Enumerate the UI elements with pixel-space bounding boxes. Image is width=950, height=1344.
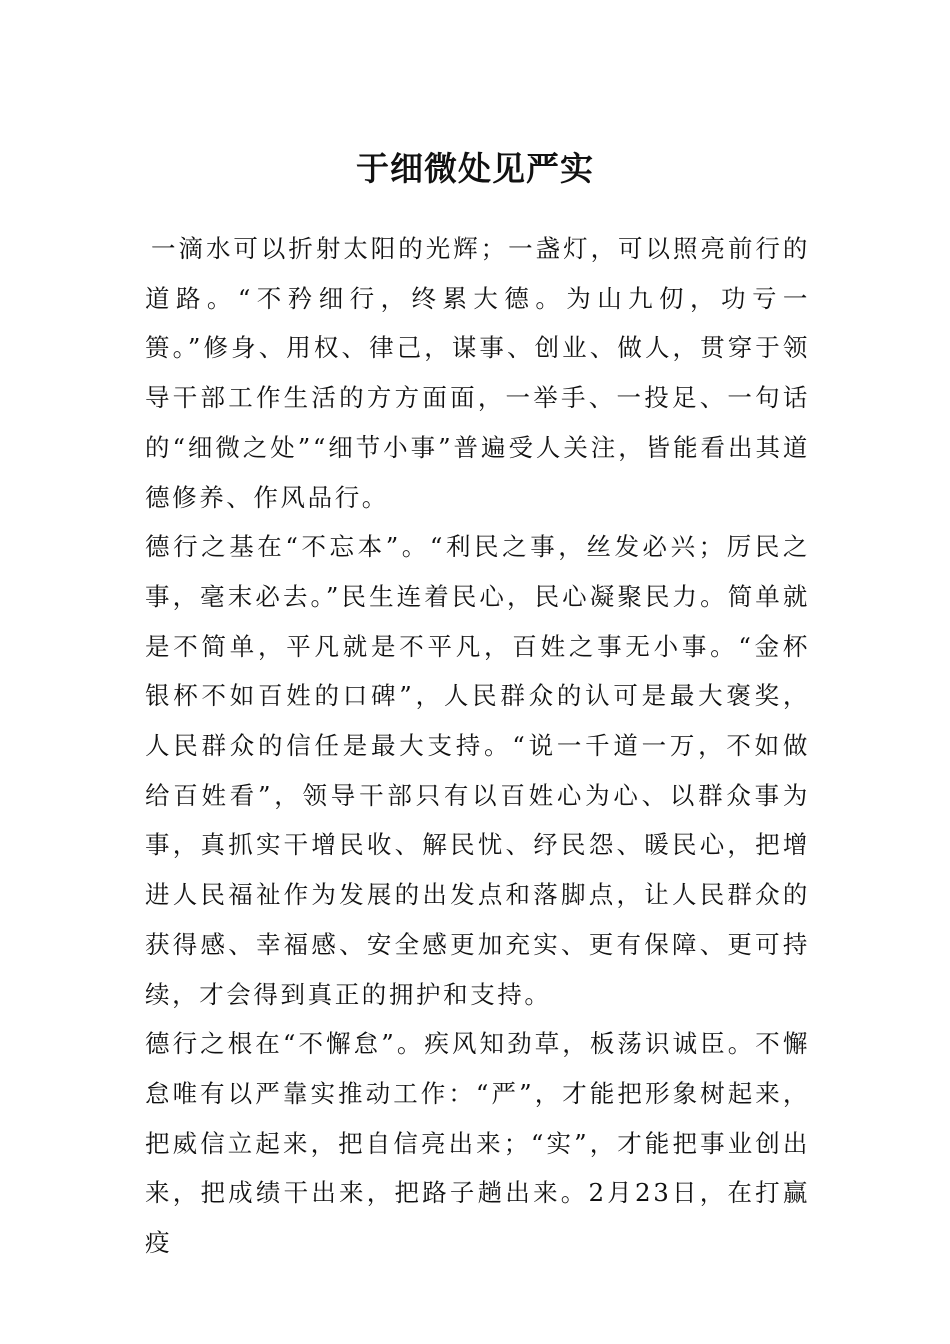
paragraph-1: 一滴水可以折射太阳的光辉；一盏灯，可以照亮前行的道路。“不矜细行，终累大德。为山九仞，功亏一篑。”修身、用权、律己，谋事、创业、做人，贯穿于领导干部工作生活的方方面面，一举手、一投足、一句话的“细微之处”“细节小事”普遍受人关注，皆能看出其道德修养、作风品行。: [145, 234, 810, 512]
paragraph-2: 德行之基在“不忘本”。“利民之事，丝发必兴；厉民之事，毫末必去。”民生连着民心，民心凝聚民力。简单就是不简单，平凡就是不平凡，百姓之事无小事。“金杯银杯不如百姓的口碑”，人民群众的认可是最大褒奖，人民群众的信任是最大支持。“说一千道一万，不如做给百姓看”，领导干部只有以百姓心为心、以群众事为事，真抓实干增民收、解民忧、纾民怨、暖民心，把增进人民福祉作为发展的出发点和落脚点，让人民群众的获得感、幸福感、安全感更加充实、更有保障、更可持续，才会得到真正的拥护和支持。: [145, 532, 810, 1009]
document-title: 于细微处见严实: [356, 149, 594, 189]
paragraph-3: 德行之根在“不懈怠”。疾风知劲草，板荡识诚臣。不懈怠唯有以严靠实推动工作：“严”，才能把形象树起来，把威信立起来，把自信亮出来；“实”，才能把事业创出来，把成绩干出来，把路子趟出来。2月23日，在打赢疫: [145, 1029, 810, 1258]
document-body: [145, 224, 810, 1268]
